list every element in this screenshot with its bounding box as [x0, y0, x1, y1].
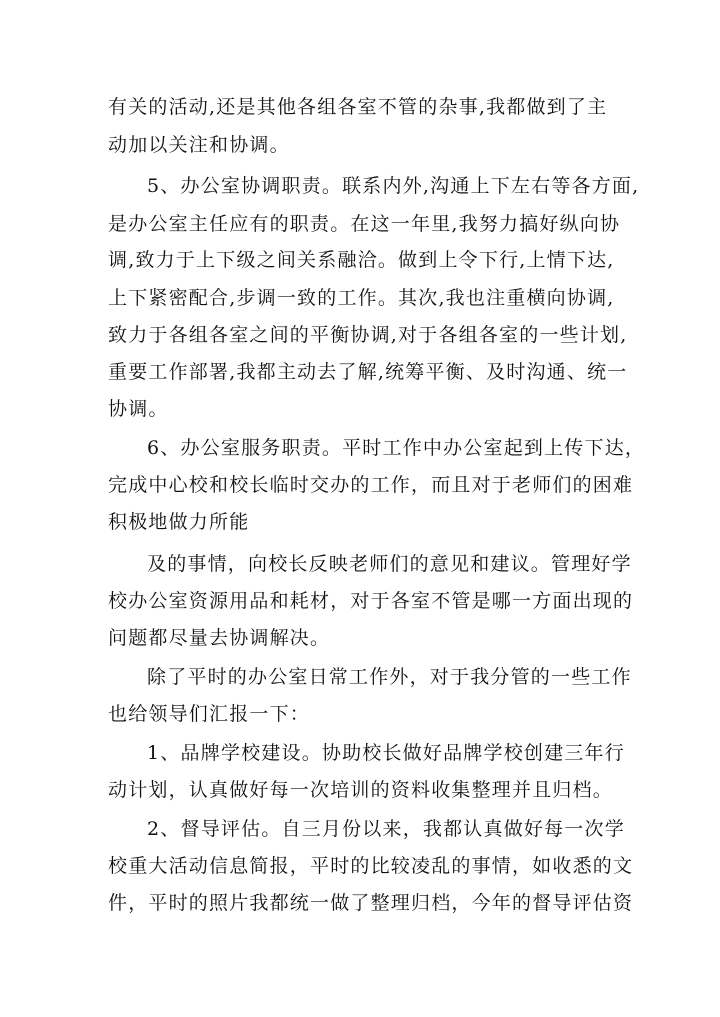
paragraph-start-line: 2、督导评估。自三月份以来，我都认真做好每一次学: [147, 818, 625, 840]
paragraph-start-line: 除了平时的办公室日常工作外，对于我分管的一些工作: [147, 666, 632, 688]
text-line: 重要工作部署,我都主动去了解,统筹平衡、及时沟通、统一: [108, 361, 628, 383]
text-line: 校办公室资源用品和耗材，对于各室不管是哪一方面出现的: [108, 590, 634, 612]
text-line: 是办公室主任应有的职责。在这一年里,我努力搞好纵向协: [108, 213, 621, 235]
paragraph-start-line: 6、办公室服务职责。平时工作中办公室起到上传下达，: [147, 437, 646, 459]
text-line: 校重大活动信息简报，平时的比较凌乱的事情，如收悉的文: [108, 855, 634, 877]
text-line: 完成中心校和校长临时交办的工作，而且对于老师们的困难: [108, 474, 634, 496]
paragraph-start-line: 1、品牌学校建设。协助校长做好品牌学校创建三年行: [147, 742, 625, 764]
text-line: 动加以关注和协调。: [108, 134, 290, 156]
text-line: 问题都尽量去协调解决。: [108, 627, 331, 649]
text-line: 动计划，认真做好每一次培训的资料收集整理并且归档。: [108, 779, 614, 801]
text-line: 有关的活动,还是其他各组各室不管的杂事,我都做到了主: [108, 96, 608, 118]
text-line: 上下紧密配合,步调一致的工作。其次,我也注重横向协调,: [108, 287, 615, 309]
text-line: 致力于各组各室之间的平衡协调,对于各组各室的一些计划,: [108, 324, 628, 346]
paragraph-start-line: 5、办公室协调职责。联系内外,沟通上下左右等各方面,: [147, 175, 640, 197]
text-line: 也给领导们汇报一下：: [108, 703, 311, 725]
text-line: 调,致力于上下级之间关系融洽。做到上令下行,上情下达,: [108, 249, 615, 271]
paragraph-start-line: 及的事情，向校长反映老师们的意见和建议。管理好学: [147, 553, 632, 575]
text-line: 积极地做力所能: [108, 511, 250, 533]
text-line: 件，平时的照片我都统一做了整理归档，今年的督导评估资: [108, 892, 634, 914]
text-line: 协调。: [108, 398, 169, 420]
